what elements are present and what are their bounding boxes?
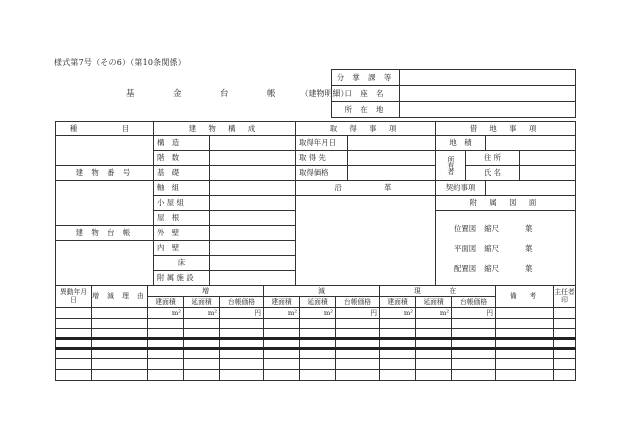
info-box	[331, 69, 576, 118]
entry-cell[interactable]	[92, 370, 148, 381]
structure-label-8: 床	[154, 256, 210, 271]
owner-label	[436, 151, 466, 181]
drawings-header: 附 属 図 面	[436, 196, 576, 211]
entry-cell[interactable]	[416, 370, 452, 381]
acquisition-label-0: 取得年月日	[296, 136, 348, 151]
dec-unit-1: m²	[300, 308, 336, 319]
entry-cell[interactable]	[416, 319, 452, 329]
land-area-label: 地 積	[436, 136, 486, 151]
structure-label-3: 軸 組	[154, 181, 210, 196]
entry-cell[interactable]	[554, 329, 576, 339]
entry-cell[interactable]	[264, 329, 300, 339]
entry-cell[interactable]	[56, 329, 92, 339]
structure-label-7: 内 壁	[154, 241, 210, 256]
account-label: 口 座 名	[332, 86, 400, 102]
owner-label-text: 所有者	[447, 155, 455, 174]
entry-cell[interactable]	[336, 370, 380, 381]
dec-sub-1: 延面積	[300, 297, 336, 308]
cur-sub-1: 延面積	[416, 297, 452, 308]
drawing-count-0: 葉	[524, 224, 533, 233]
drawings-list	[436, 211, 576, 286]
entry-cell[interactable]	[380, 359, 416, 370]
entry-cell[interactable]	[56, 370, 92, 381]
drawing-count-1: 葉	[524, 244, 533, 253]
owner-name-label: 氏 名	[466, 166, 520, 181]
structure-label-2: 基 礎	[154, 166, 210, 181]
owner-address-field[interactable]	[520, 151, 576, 166]
entry-cell[interactable]	[496, 370, 554, 381]
inc-sub-0: 建面積	[148, 297, 184, 308]
building-ledger-label: 建 物 台 帳	[56, 226, 154, 241]
structure-field-4[interactable]	[210, 196, 296, 211]
header-acquisition: 取 得 事 項	[296, 122, 436, 136]
header-structure: 建 物 構 成	[154, 122, 296, 136]
entry-cell[interactable]	[92, 319, 148, 329]
drawing-name-2: 配置図	[454, 264, 477, 273]
entry-cell[interactable]	[184, 370, 220, 381]
cur-unit-0: m²	[380, 308, 416, 319]
dec-sub-0: 建面積	[264, 297, 300, 308]
entry-cell[interactable]	[220, 339, 264, 349]
entry-cell[interactable]	[148, 370, 184, 381]
entry-cell[interactable]	[56, 319, 92, 329]
increase-header: 増	[148, 286, 264, 297]
drawing-name-0: 位置図	[454, 224, 477, 233]
date-label: 異動年月日	[56, 286, 92, 308]
entry-cell[interactable]	[220, 359, 264, 370]
cur-sub-0: 建面積	[380, 297, 416, 308]
reason-cell[interactable]	[92, 308, 148, 319]
structure-label-9: 附 属 施 設	[154, 271, 210, 286]
entry-cell[interactable]	[148, 349, 184, 359]
entry-cell[interactable]	[220, 349, 264, 359]
drawing-scale-1: 縮尺	[484, 244, 499, 253]
inc-sub-1: 延面積	[184, 297, 220, 308]
form-code: 様式第7号（その6）（第10条関係）	[54, 58, 186, 67]
entry-cell[interactable]	[220, 319, 264, 329]
location-label: 所 在 地	[332, 102, 400, 118]
acquisition-label-2: 取得価格	[296, 166, 348, 181]
remarks-header: 備 考	[496, 286, 554, 308]
drawing-row-0	[454, 219, 575, 239]
entry-cell[interactable]	[380, 319, 416, 329]
change-history-table	[55, 285, 576, 381]
entry-cell[interactable]	[554, 349, 576, 359]
entry-cell[interactable]	[184, 319, 220, 329]
entry-cell[interactable]	[148, 359, 184, 370]
entry-cell[interactable]	[264, 319, 300, 329]
entry-cell[interactable]	[264, 339, 300, 349]
ledger-title-text: 基 金 台 帳	[126, 89, 291, 99]
entry-cell[interactable]	[220, 370, 264, 381]
contract-field[interactable]	[486, 181, 576, 196]
entry-cell[interactable]	[380, 370, 416, 381]
section-label: 分 掌 課 等	[332, 70, 400, 86]
land-area-field[interactable]	[486, 136, 576, 151]
structure-field-8[interactable]	[210, 256, 296, 271]
structure-label-6: 外 壁	[154, 226, 210, 241]
entry-cell[interactable]	[496, 329, 554, 339]
entry-cell[interactable]	[380, 339, 416, 349]
inc-unit-0: m²	[148, 308, 184, 319]
acquisition-field-2[interactable]	[348, 166, 436, 181]
entry-cell[interactable]	[416, 349, 452, 359]
structure-label-4: 小 屋 組	[154, 196, 210, 211]
entry-cell[interactable]	[92, 329, 148, 339]
entry-cell[interactable]	[554, 370, 576, 381]
structure-label-1: 階 数	[154, 151, 210, 166]
dec-unit-0: m²	[264, 308, 300, 319]
acquisition-field-0[interactable]	[348, 136, 436, 151]
entry-cell[interactable]	[92, 349, 148, 359]
entry-cell[interactable]	[56, 339, 92, 349]
entry-cell[interactable]	[148, 339, 184, 349]
entry-cell[interactable]	[452, 329, 496, 339]
entry-cell[interactable]	[336, 339, 380, 349]
entry-cell[interactable]	[56, 349, 92, 359]
entry-cell[interactable]	[452, 359, 496, 370]
entry-cell[interactable]	[56, 359, 92, 370]
entry-cell[interactable]	[452, 349, 496, 359]
cur-unit-2: 円	[452, 308, 496, 319]
drawing-scale-0: 縮尺	[484, 224, 499, 233]
entry-cell[interactable]	[184, 349, 220, 359]
structure-label-0: 構 造	[154, 136, 210, 151]
entry-cell[interactable]	[380, 349, 416, 359]
drawing-name-1: 平面図	[454, 244, 477, 253]
structure-field-5[interactable]	[210, 211, 296, 226]
cur-unit-1: m²	[416, 308, 452, 319]
inc-unit-1: m²	[184, 308, 220, 319]
remarks-cell[interactable]	[496, 308, 554, 319]
reason-label: 増 減 理 由	[92, 286, 148, 308]
entry-cell[interactable]	[92, 339, 148, 349]
ledger-subtitle: （建物明細）	[300, 89, 349, 98]
building-ledger-field[interactable]	[56, 241, 154, 286]
dec-unit-2: 円	[336, 308, 380, 319]
seal-cell[interactable]	[554, 308, 576, 319]
decrease-header: 減	[264, 286, 380, 297]
header-land: 借 地 事 項	[436, 122, 576, 136]
section-field[interactable]	[400, 70, 576, 86]
location-field[interactable]	[400, 102, 576, 118]
type-field[interactable]	[56, 136, 154, 166]
entry-cell[interactable]	[336, 319, 380, 329]
structure-field-6[interactable]	[210, 226, 296, 241]
account-field[interactable]	[400, 86, 576, 102]
history-field[interactable]	[296, 196, 436, 286]
building-number-label: 建 物 番 号	[56, 166, 154, 181]
drawing-row-2	[454, 259, 575, 279]
entry-cell[interactable]	[264, 359, 300, 370]
entry-cell[interactable]	[184, 339, 220, 349]
building-detail-table	[55, 121, 576, 286]
entry-cell[interactable]	[300, 319, 336, 329]
entry-cell[interactable]	[554, 359, 576, 370]
cur-sub-2: 台帳価格	[452, 297, 496, 308]
building-number-field[interactable]	[56, 181, 154, 226]
entry-cell[interactable]	[452, 319, 496, 329]
entry-cell[interactable]	[416, 339, 452, 349]
entry-cell[interactable]	[336, 359, 380, 370]
entry-cell[interactable]	[220, 329, 264, 339]
chief-seal-header: 主任者印	[554, 286, 576, 308]
entry-cell[interactable]	[554, 319, 576, 329]
structure-field-3[interactable]	[210, 181, 296, 196]
entry-cell[interactable]	[496, 339, 554, 349]
ledger-title	[126, 87, 349, 99]
header-type: 種 目	[56, 122, 154, 136]
contract-label: 契約事項	[436, 181, 486, 196]
entry-cell[interactable]	[300, 370, 336, 381]
entry-cell[interactable]	[496, 319, 554, 329]
entry-cell[interactable]	[416, 359, 452, 370]
acquisition-label-1: 取 得 先	[296, 151, 348, 166]
entry-cell[interactable]	[336, 349, 380, 359]
entry-cell[interactable]	[184, 329, 220, 339]
entry-cell[interactable]	[554, 339, 576, 349]
owner-name-field[interactable]	[520, 166, 576, 181]
current-header: 現 在	[380, 286, 496, 297]
entry-cell[interactable]	[380, 329, 416, 339]
entry-cell[interactable]	[300, 349, 336, 359]
entry-cell[interactable]	[452, 370, 496, 381]
structure-field-2[interactable]	[210, 166, 296, 181]
structure-field-9[interactable]	[210, 271, 296, 286]
entry-cell[interactable]	[336, 329, 380, 339]
entry-cell[interactable]	[300, 359, 336, 370]
entry-cell[interactable]	[148, 329, 184, 339]
structure-label-5: 屋 根	[154, 211, 210, 226]
entry-cell[interactable]	[300, 329, 336, 339]
entry-cell[interactable]	[300, 339, 336, 349]
structure-field-7[interactable]	[210, 241, 296, 256]
structure-field-0[interactable]	[210, 136, 296, 151]
acquisition-field-1[interactable]	[348, 151, 436, 166]
dec-sub-2: 台帳価格	[336, 297, 380, 308]
entry-cell[interactable]	[496, 349, 554, 359]
entry-cell[interactable]	[184, 359, 220, 370]
drawing-scale-2: 縮尺	[484, 264, 499, 273]
entry-cell[interactable]	[452, 339, 496, 349]
entry-cell[interactable]	[416, 329, 452, 339]
entry-cell[interactable]	[148, 319, 184, 329]
entry-cell[interactable]	[264, 349, 300, 359]
structure-field-1[interactable]	[210, 151, 296, 166]
entry-cell[interactable]	[92, 359, 148, 370]
drawing-row-1	[454, 239, 575, 259]
entry-cell[interactable]	[496, 359, 554, 370]
owner-address-label: 住 所	[466, 151, 520, 166]
date-cell[interactable]	[56, 308, 92, 319]
inc-sub-2: 台帳価格	[220, 297, 264, 308]
inc-unit-2: 円	[220, 308, 264, 319]
entry-cell[interactable]	[264, 370, 300, 381]
drawing-count-2: 葉	[524, 264, 533, 273]
history-header: 沿 革	[296, 181, 436, 196]
